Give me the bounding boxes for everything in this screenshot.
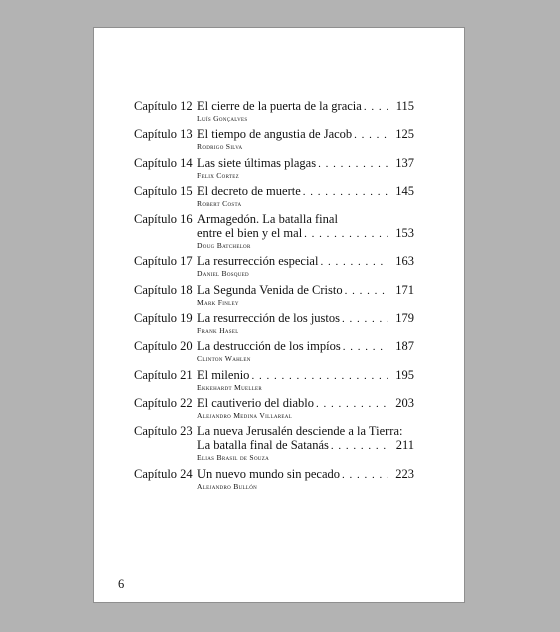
toc-entry [134, 99, 414, 123]
page-ref: 187 [395, 339, 414, 354]
toc-entry [134, 368, 414, 392]
chapter-label: Capítulo 14 [134, 155, 193, 170]
chapter-author: Alejandro Medina Villareal [197, 410, 293, 420]
chapter-author: Daniel Bosqued [197, 269, 249, 279]
chapter-title: La Segunda Venida de Cristo [197, 282, 343, 297]
chapter-author: Mark Finley [197, 297, 239, 307]
chapter-title: Un nuevo mundo sin pecado [197, 466, 341, 481]
chapter-title: El milenio [197, 367, 250, 382]
toc-entry [134, 424, 414, 462]
table-of-contents [134, 99, 414, 495]
chapter-label: Capítulo 17 [134, 254, 193, 269]
toc-entry [134, 396, 414, 420]
leader-dots [320, 255, 388, 269]
page-ref: 179 [395, 311, 414, 326]
leader-dots [303, 185, 388, 199]
page-ref: 223 [395, 466, 414, 481]
leader-dots [342, 312, 388, 326]
chapter-label: Capítulo 21 [134, 367, 193, 382]
chapter-title-line1: Armagedón. La batalla final [197, 212, 338, 227]
toc-entry [134, 339, 414, 363]
chapter-title-line1: La nueva Jerusalén desciende a la Tierra: [197, 424, 403, 439]
page-ref: 137 [395, 155, 414, 170]
page-ref: 203 [395, 395, 414, 410]
chapter-author: Felix Cortez [197, 170, 239, 180]
chapter-author: Elias Brasil de Souza [197, 453, 270, 463]
chapter-label: Capítulo 20 [134, 339, 193, 354]
chapter-title: entre el bien y el mal [197, 226, 303, 241]
leader-dots [343, 340, 388, 354]
toc-entry [134, 156, 414, 180]
page-number: 6 [118, 577, 125, 591]
page-ref: 125 [395, 127, 414, 142]
toc-entry [134, 127, 414, 151]
page-ref: 115 [395, 99, 414, 113]
page-ref: 211 [395, 438, 414, 453]
chapter-title: La resurrección especial [197, 254, 319, 269]
chapter-author: Ekkehardt Mueller [197, 382, 263, 392]
toc-entry [134, 254, 414, 278]
page-ref: 195 [395, 367, 414, 382]
page-ref: 153 [395, 226, 414, 241]
toc-entry [134, 311, 414, 335]
toc-entry [134, 283, 414, 307]
chapter-title: La batalla final de Satanás [197, 438, 329, 453]
leader-dots [345, 284, 388, 298]
chapter-author: Luís Gonçalves [197, 114, 248, 123]
page-ref: 171 [395, 282, 414, 297]
chapter-title: El decreto de muerte [197, 183, 301, 198]
leader-dots [304, 227, 388, 241]
chapter-label: Capítulo 15 [134, 183, 193, 198]
toc-entry [134, 184, 414, 208]
toc-entry [134, 212, 414, 250]
page-ref: 145 [395, 183, 414, 198]
leader-dots [251, 369, 388, 383]
chapter-label: Capítulo 18 [134, 282, 193, 297]
chapter-label: Capítulo 22 [134, 395, 193, 410]
leader-dots [318, 157, 388, 171]
chapter-label: Capítulo 16 [134, 212, 193, 227]
leader-dots [354, 128, 388, 142]
leader-dots [316, 397, 388, 411]
chapter-author: Rodrigo Silva [197, 142, 243, 152]
chapter-title: La destrucción de los impíos [197, 339, 341, 354]
document-page [94, 28, 464, 602]
chapter-label: Capítulo 12 [134, 99, 193, 113]
chapter-author: Alejandro Bullón [197, 481, 258, 491]
chapter-author: Robert Costa [197, 198, 242, 208]
chapter-title: La resurrección de los justos [197, 311, 341, 326]
leader-dots [342, 468, 388, 482]
chapter-title: Las siete últimas plagas [197, 155, 317, 170]
chapter-label: Capítulo 24 [134, 466, 193, 481]
chapter-label: Capítulo 23 [134, 424, 193, 439]
page-ref: 163 [395, 254, 414, 269]
toc-entry [134, 467, 414, 491]
chapter-author: Doug Batchelor [197, 241, 251, 251]
chapter-title: El tiempo de angustia de Jacob [197, 127, 353, 142]
chapter-title: El cierre de la puerta de la gracia [197, 99, 362, 113]
chapter-label: Capítulo 13 [134, 127, 193, 142]
leader-dots [364, 100, 388, 114]
chapter-label: Capítulo 19 [134, 311, 193, 326]
leader-dots [331, 439, 388, 453]
chapter-title: El cautiverio del diablo [197, 395, 314, 410]
chapter-author: Clinton Wahlen [197, 354, 251, 364]
chapter-author: Frank Hasel [197, 326, 239, 336]
